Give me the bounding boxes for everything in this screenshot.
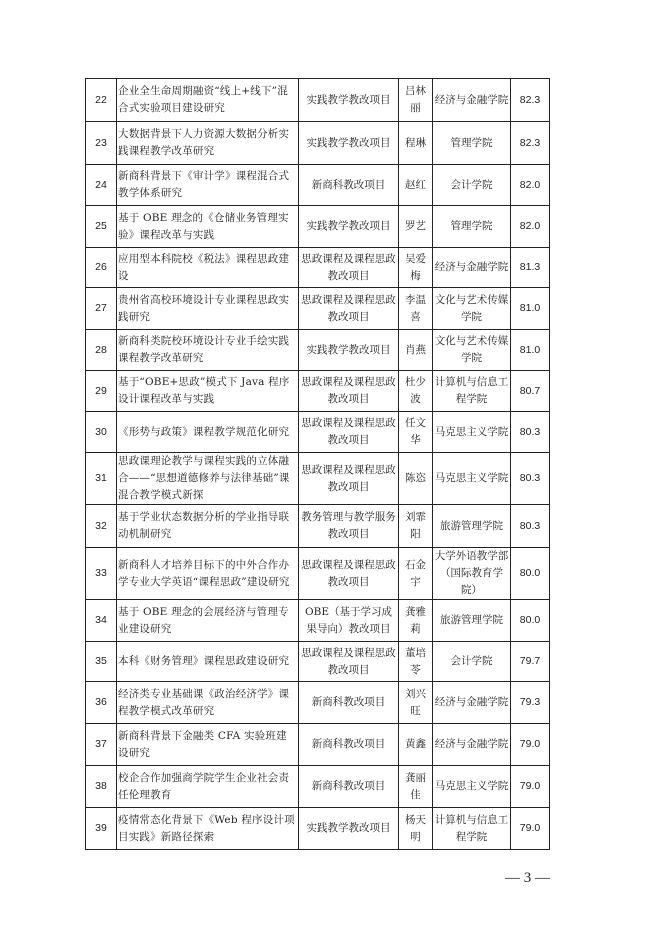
row-number: 24	[86, 165, 117, 206]
project-leader: 刘霏阳	[399, 505, 433, 548]
project-title: 新商科类院校环境设计专业手绘实践课程教学改革研究	[117, 330, 299, 371]
page-number: — 3 —	[505, 870, 550, 886]
row-number: 32	[86, 505, 117, 548]
project-type: 新商科教改项目	[299, 766, 399, 808]
row-number: 28	[86, 330, 117, 371]
project-leader: 赵红	[399, 165, 433, 206]
row-number: 36	[86, 682, 117, 724]
row-number: 29	[86, 371, 117, 412]
project-leader: 龚雅莉	[399, 600, 433, 642]
project-leader: 罗艺	[399, 206, 433, 248]
project-type: 实践教学教改项目	[299, 122, 399, 165]
project-type: 新商科教改项目	[299, 682, 399, 724]
college-name: 管理学院	[433, 122, 511, 165]
table-row	[86, 206, 550, 248]
table-row	[86, 248, 550, 288]
college-name: 旅游管理学院	[433, 505, 511, 548]
project-score: 79.0	[511, 766, 550, 808]
project-leader: 吕林丽	[399, 79, 433, 122]
project-score: 81.3	[511, 248, 550, 288]
project-type: 实践教学教改项目	[299, 79, 399, 122]
project-ranking-table	[85, 78, 550, 850]
project-leader: 刘兴旺	[399, 682, 433, 724]
project-title: 《形势与政策》课程教学规范化研究	[117, 412, 299, 453]
project-title: 基于学业状态数据分析的学业指导联动机制研究	[117, 505, 299, 548]
project-leader: 黄鑫	[399, 724, 433, 766]
project-score: 80.0	[511, 548, 550, 600]
table-row	[86, 600, 550, 642]
row-number: 37	[86, 724, 117, 766]
table-row	[86, 642, 550, 682]
college-name: 会计学院	[433, 165, 511, 206]
project-type: 思政课程及课程思政教改项目	[299, 548, 399, 600]
row-number: 39	[86, 808, 117, 850]
project-leader: 吴爱梅	[399, 248, 433, 288]
project-type: 实践教学教改项目	[299, 808, 399, 850]
project-leader: 程琳	[399, 122, 433, 165]
row-number: 34	[86, 600, 117, 642]
college-name: 经济与金融学院	[433, 724, 511, 766]
row-number: 30	[86, 412, 117, 453]
project-type: 新商科教改项目	[299, 165, 399, 206]
table-row	[86, 808, 550, 850]
project-score: 80.3	[511, 505, 550, 548]
project-type: 思政课程及课程思政教改项目	[299, 248, 399, 288]
row-number: 23	[86, 122, 117, 165]
project-leader: 肖燕	[399, 330, 433, 371]
project-title: 新商科背景下金融类 CFA 实验班建设研究	[117, 724, 299, 766]
project-title: 贵州省高校环境设计专业课程思政实践研究	[117, 288, 299, 330]
project-type: 思政课程及课程思政教改项目	[299, 412, 399, 453]
project-title: 基于 OBE 理念的会展经济与管理专业建设研究	[117, 600, 299, 642]
project-leader: 董培苓	[399, 642, 433, 682]
college-name: 马克思主义学院	[433, 453, 511, 505]
college-name: 计算机与信息工程学院	[433, 371, 511, 412]
row-number: 26	[86, 248, 117, 288]
project-title: 思政课理论教学与课程实践的立体融合——“思想道德修养与法律基础”课混合教学模式新探	[117, 453, 299, 505]
college-name: 文化与艺术传媒学院	[433, 330, 511, 371]
project-leader: 陈恣	[399, 453, 433, 505]
project-leader: 任文华	[399, 412, 433, 453]
project-title: 本科《财务管理》课程思政建设研究	[117, 642, 299, 682]
college-name: 马克思主义学院	[433, 766, 511, 808]
project-title: 基于“OBE+思政”模式下 Java 程序设计课程改革与实践	[117, 371, 299, 412]
project-title: 应用型本科院校《税法》课程思政建设	[117, 248, 299, 288]
project-score: 82.3	[511, 122, 550, 165]
project-title: 校企合作加强商学院学生企业社会责任伦理教育	[117, 766, 299, 808]
college-name: 大学外语教学部（国际教育学院）	[433, 548, 511, 600]
table-row	[86, 548, 550, 600]
project-title: 经济类专业基础课《政治经济学》课程教学模式改革研究	[117, 682, 299, 724]
row-number: 22	[86, 79, 117, 122]
project-type: 实践教学教改项目	[299, 206, 399, 248]
table-row	[86, 122, 550, 165]
project-score: 80.7	[511, 371, 550, 412]
project-score: 82.3	[511, 79, 550, 122]
project-score: 80.3	[511, 453, 550, 505]
college-name: 会计学院	[433, 642, 511, 682]
row-number: 25	[86, 206, 117, 248]
project-type: OBE（基于学习成果导向）教改项目	[299, 600, 399, 642]
table-row	[86, 453, 550, 505]
project-score: 80.3	[511, 412, 550, 453]
project-type: 教务管理与教学服务教改项目	[299, 505, 399, 548]
table-row	[86, 288, 550, 330]
table-row	[86, 330, 550, 371]
project-type: 实践教学教改项目	[299, 330, 399, 371]
project-title: 疫情常态化背景下《Web 程序设计项目实践》新路径探索	[117, 808, 299, 850]
project-leader: 杨天明	[399, 808, 433, 850]
project-leader: 龚丽佳	[399, 766, 433, 808]
project-score: 81.0	[511, 330, 550, 371]
college-name: 马克思主义学院	[433, 412, 511, 453]
table-row	[86, 682, 550, 724]
college-name: 管理学院	[433, 206, 511, 248]
project-title: 新商科背景下《审计学》课程混合式教学体系研究	[117, 165, 299, 206]
college-name: 文化与艺术传媒学院	[433, 288, 511, 330]
table-row	[86, 766, 550, 808]
project-leader: 石金宇	[399, 548, 433, 600]
project-title: 基于 OBE 理念的《仓储业务管理实验》课程改革与实践	[117, 206, 299, 248]
table-row	[86, 724, 550, 766]
project-score: 79.7	[511, 642, 550, 682]
college-name: 经济与金融学院	[433, 248, 511, 288]
project-title: 大数据背景下人力资源大数据分析实践课程教学改革研究	[117, 122, 299, 165]
row-number: 38	[86, 766, 117, 808]
project-title: 新商科人才培养目标下的中外合作办学专业大学英语“课程思政”建设研究	[117, 548, 299, 600]
project-type: 思政课程及课程思政教改项目	[299, 453, 399, 505]
project-type: 新商科教改项目	[299, 724, 399, 766]
project-type: 思政课程及课程思政教改项目	[299, 642, 399, 682]
row-number: 31	[86, 453, 117, 505]
college-name: 经济与金融学院	[433, 682, 511, 724]
table-row	[86, 371, 550, 412]
project-score: 79.3	[511, 682, 550, 724]
project-leader: 李温喜	[399, 288, 433, 330]
project-title: 企业全生命周期融资“线上+线下”混合式实验项目建设研究	[117, 79, 299, 122]
row-number: 35	[86, 642, 117, 682]
row-number: 33	[86, 548, 117, 600]
row-number: 27	[86, 288, 117, 330]
project-type: 思政课程及课程思政教改项目	[299, 288, 399, 330]
project-type: 思政课程及课程思政教改项目	[299, 371, 399, 412]
college-name: 经济与金融学院	[433, 79, 511, 122]
college-name: 旅游管理学院	[433, 600, 511, 642]
project-score: 79.0	[511, 808, 550, 850]
college-name: 计算机与信息工程学院	[433, 808, 511, 850]
project-score: 82.0	[511, 165, 550, 206]
table-row	[86, 165, 550, 206]
project-score: 80.0	[511, 600, 550, 642]
table-body	[86, 79, 550, 850]
project-score: 81.0	[511, 288, 550, 330]
project-score: 82.0	[511, 206, 550, 248]
project-score: 79.0	[511, 724, 550, 766]
table-row	[86, 412, 550, 453]
table-row	[86, 79, 550, 122]
table-row	[86, 505, 550, 548]
project-leader: 杜少波	[399, 371, 433, 412]
